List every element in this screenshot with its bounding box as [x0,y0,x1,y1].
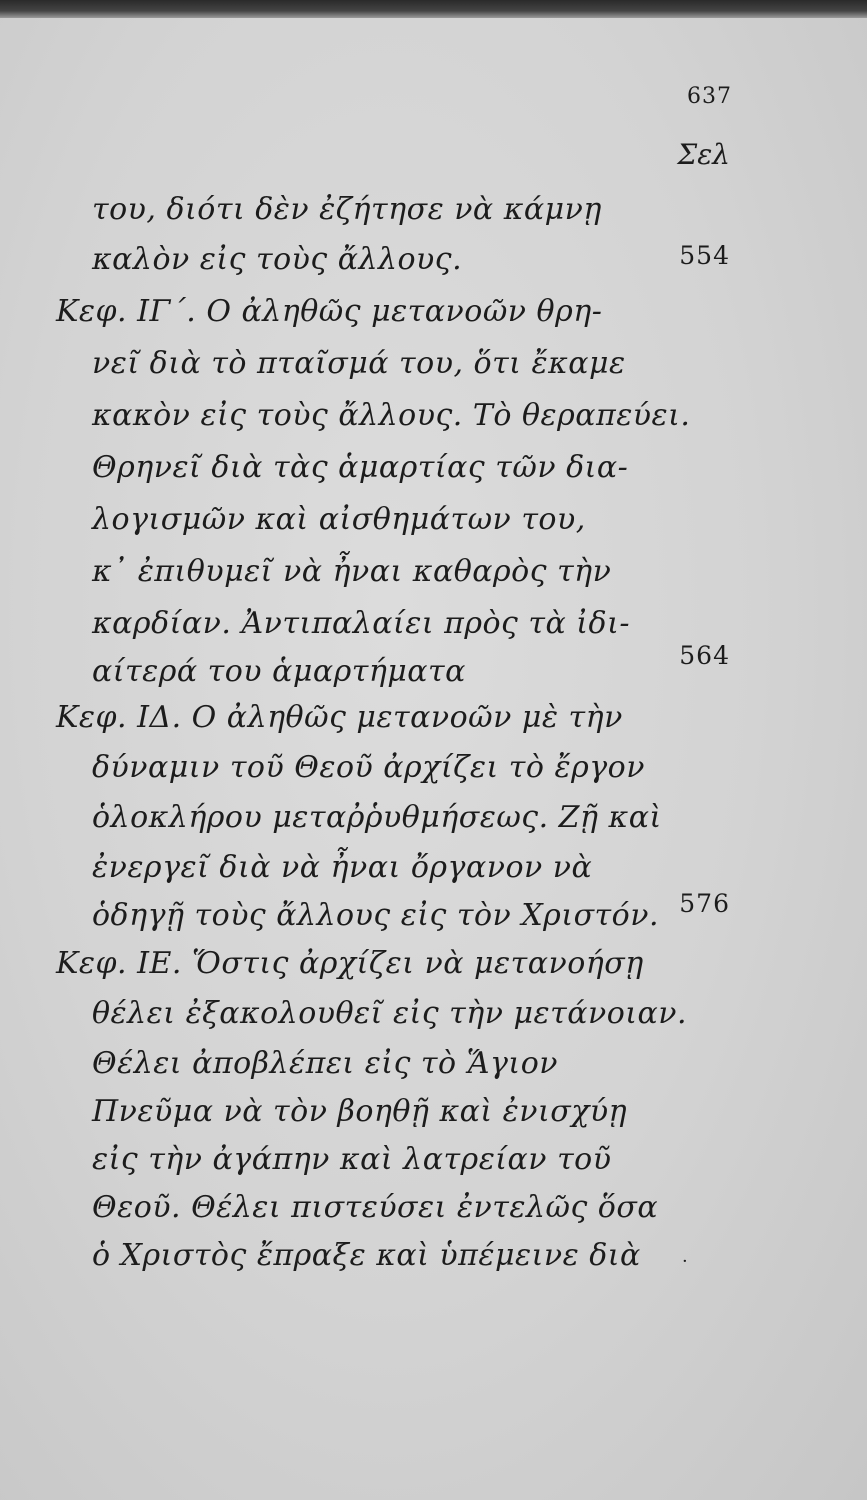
page-reference: 576 [679,889,730,918]
text-line: κακὸν εἰς τοὺς ἄλλους. Τὸ θεραπεύει. [92,398,691,433]
text-line: καλὸν εἰς τοὺς ἄλλους. [92,242,463,277]
text-line: Θρηνεῖ διὰ τὰς ἁμαρτίας τῶν δια- [92,450,629,485]
text-line: θέλει ἐξακολουθεῖ εἰς τὴν μετάνοιαν. [92,996,688,1031]
text-line: ὁλοκλήρου μεταῤῥυθμήσεως. Ζῇ καὶ [92,800,662,835]
page-reference: 564 [679,641,730,670]
text-line: Πνεῦμα νὰ τὸν βοηθῇ καὶ ἐνισχύῃ [92,1094,628,1129]
text-line: νεῖ διὰ τὸ πταῖσμά του, ὅτι ἔκαμε [92,346,626,381]
text-line: ὁδηγῇ τοὺς ἄλλους εἰς τὸν Χριστόν. [92,898,659,933]
text-line: καρδίαν. Ἀντιπαλαίει πρὸς τὰ ἰδι- [92,606,630,641]
text-line: του, διότι δὲν ἐζήτησε νὰ κάμνῃ [92,192,602,227]
text-line: εἰς τὴν ἀγάπην καὶ λατρείαν τοῦ [92,1142,612,1177]
book-page [0,18,867,1500]
page-reference: 554 [679,241,730,270]
page-top-border [0,0,867,18]
text-line: Θεοῦ. Θέλει πιστεύσει ἐντελῶς ὅσα [92,1190,659,1225]
column-header: Σελ [677,138,730,171]
text-line: δύναμιν τοῦ Θεοῦ ἀρχίζει τὸ ἔργον [92,750,645,785]
text-line: Θέλει ἀποβλέπει εἰς τὸ Ἅγιον [92,1046,558,1081]
chapter-heading: Κεφ. ΙΓ΄. Ο ἀληθῶς μετανοῶν θρη- [56,294,603,329]
text-line: λογισμῶν καὶ αἰσθημάτων του, [92,502,586,537]
text-line: ὁ Χριστὸς ἔπραξε καὶ ὑπέμεινε διὰ [92,1238,641,1273]
ink-speck: · [682,1251,688,1272]
page-number: 637 [687,84,732,109]
text-line: αίτερά του ἁμαρτήματα [92,654,466,689]
text-line: ἐνεργεῖ διὰ νὰ ἦναι ὄργανον νὰ [92,850,593,885]
chapter-heading: Κεφ. ΙΕ. Ὅστις ἀρχίζει νὰ μετανοήσῃ [56,946,644,981]
text-line: κ᾽ ἐπιθυμεῖ νὰ ἦναι καθαρὸς τὴν [92,554,612,589]
chapter-heading: Κεφ. ΙΔ. Ο ἀληθῶς μετανοῶν μὲ τὴν [56,700,623,735]
